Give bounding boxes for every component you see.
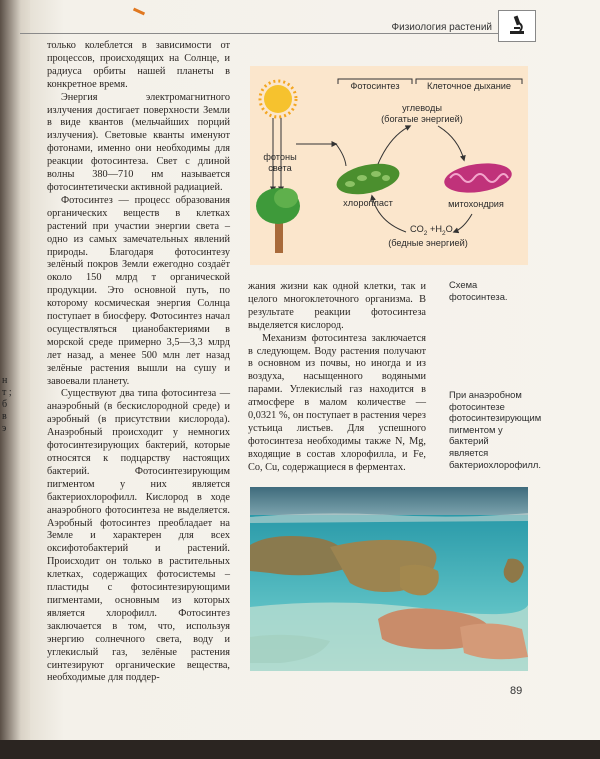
label-carbs-note: (богатые энергией)	[381, 114, 463, 124]
paragraph: Фотосинтез — процесс образования органических веществ в клетках растений при участии энергии света – одно из самых замечательных явлений природы. Благодаря фотосинтезу зелёный покров Земли ежегодно создаёт около 150 млрд т органической продукции. Это основной путь, по которому космическая энергия Солнца поступает в биосферу. Фотосинтез начал осуществляться цианобактериями в морской среде примерно 3,5—3,3 млрд лет назад, а менее 500 млн лет назад зелёные растения вышли на сушу и завоевали планету.	[47, 194, 230, 387]
page-number: 89	[510, 685, 523, 697]
text-column-left	[47, 40, 230, 685]
photosynthesis-diagram	[250, 66, 528, 265]
label-carbs: углеводы	[402, 103, 442, 113]
paragraph: Энергия электромагнитного излучения достигает поверхности Земли в виде квантов (мельчайших порций излучения). Световые кванты именуют фотонами, именно они необходимы для реакции фотосинтеза. Свет с длиной волны 380—710 нм называется фотосинтетически активной радиацией.	[47, 91, 230, 193]
paragraph: Существуют два типа фотосинтеза — анаэробный (в бескислородной среде) и аэробный (в присутствии кислорода). Анаэробный происходит у немногих фотосинтезирующих бактерий, которые относятся к подцарству настоящих бактерий. Фотосинтезирующим пигментом у них является бактериохлорофилл. Кислород в ходе анаэробного фотосинтеза не выделяется. Аэробный фотосинтез преобладает на Земле и характерен для всех оксифотобактерий и растений. Происходит он только в растительных клетках, содержащих фотосистемы – пластиды с фотосинтезирующими пигментами, основным из которых является хлорофилл. Фотосинтез заключается в том, что, используя энергию солнечного света, воду и углекислый газ, зелёные растения синтезируют органические вещества, необходимые для поддер-	[47, 388, 230, 684]
sun-icon	[260, 81, 296, 117]
photo-caption: При анаэробном фотосинтезе фотосинтезирующим пигментом у бактерий является бактериохлорофилл.	[449, 389, 542, 470]
paragraph: Механизм фотосинтеза заключается в следующем. Воду растения получают в основном из почвы, но иногда и из воздуха, насыщенного водяными парами. Углекислый газ находится в атмосфере в малом количестве — 0,0321 %, он поступает в растения через устьица листьев. Для успешного фотосинтеза необходимы также N, Mg, входящие в состав хлорофилла, и Fe, Co, Cu, содержащиеся в ферментах.	[248, 332, 426, 473]
label-mitochondria: митохондрия	[448, 199, 504, 209]
cycle-arrow	[454, 214, 472, 232]
label-photons: фотоны	[263, 152, 297, 162]
paragraph: только колеблется в зависимости от процессов, происходящих на Солнце, и радиуса орбиты нашей планеты в конкретное время.	[47, 40, 230, 90]
cycle-arrow	[378, 126, 410, 164]
label-photosynthesis: Фотосинтез	[350, 81, 400, 91]
page-bottom-edge	[0, 740, 600, 759]
mitochondrion-icon	[442, 159, 513, 196]
chloroplast-icon	[334, 159, 402, 200]
header-rule	[20, 33, 505, 34]
label-respiration: Клеточное дыхание	[426, 81, 512, 91]
stromatolites-photo	[250, 487, 528, 671]
paragraph: жания жизни как одной клетки, так и целого многоклеточного организма. В результате реакции фотосинтеза выделяется кислород.	[248, 281, 426, 331]
adjacent-page-fragments: н т ; б в э	[2, 375, 12, 434]
energy-arrow	[336, 144, 346, 166]
tree-icon	[256, 188, 300, 253]
microscope-icon	[506, 14, 528, 36]
cycle-arrow	[438, 126, 464, 160]
label-products-note: (бедные энергией)	[388, 238, 468, 248]
text-column-right	[248, 281, 426, 475]
label-formula: $CO_2 +H_2O$	[410, 224, 453, 237]
running-title: Физиология растений	[391, 22, 492, 33]
label-chloroplast: хлоропласт	[343, 198, 393, 208]
label-light: света	[268, 163, 292, 173]
diagram-caption: Схема фотосинтеза.	[449, 279, 508, 302]
